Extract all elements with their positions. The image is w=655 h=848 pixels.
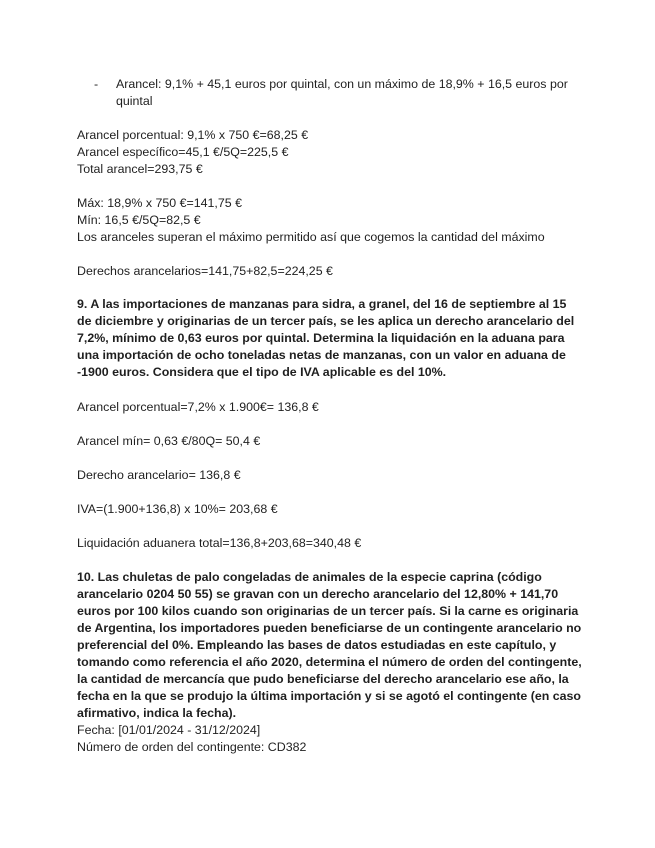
calc-maximo: Máx: 18,9% x 750 €=141,75 €: [77, 196, 242, 210]
calc-derechos-arancelarios: Derechos arancelarios=141,75+82,5=224,25 €: [77, 264, 333, 278]
calc-note: Los aranceles superan el máximo permitido así que cogemos la cantidad del máximo: [77, 230, 545, 244]
q9-liquidacion-total: Liquidación aduanera total=136,8+203,68=340,48 €: [77, 536, 362, 550]
bullet-dash: -: [94, 77, 99, 91]
bullet-text-arancel: Arancel: 9,1% + 45,1 euros por quintal, con un máximo de 18,9% + 16,5 euros por quintal: [116, 77, 568, 108]
question-10-statement: 10. Las chuletas de palo congeladas de animales de la especie caprina (código arancelario 0204 50 55) se gravan con un derecho arancelario del 12,80% + 141,70 euros por 100 kilos cuando son originarias de un tercer país. Si la carne es originaria de Argentina, los importadores pueden beneficiarse de un contingente arancelario no preferencial del 0%. Empleando las bases de datos estudiadas en este capítulo, y tomando como referencia el año 2020, determina el número de orden del contingente, la cantidad de mercancía que pudo beneficiarse del derecho arancelario ese año, la fecha en la que se produjo la última importación y si se agotó el contingente (en caso afirmativo, indica la fecha).: [77, 570, 582, 720]
q9-iva: IVA=(1.900+136,8) x 10%= 203,68 €: [77, 502, 278, 516]
q9-derecho-arancelario: Derecho arancelario= 136,8 €: [77, 468, 241, 482]
calc-minimo: Mín: 16,5 €/5Q=82,5 €: [77, 213, 201, 227]
q10-numero-orden: Número de orden del contingente: CD382: [77, 740, 307, 754]
q9-arancel-minimo: Arancel mín= 0,63 €/80Q= 50,4 €: [77, 434, 261, 448]
calc-arancel-especifico: Arancel específico=45,1 €/5Q=225,5 €: [77, 145, 289, 159]
q10-fecha: Fecha: [01/01/2024 - 31/12/2024]: [77, 723, 261, 737]
question-9-statement: 9. A las importaciones de manzanas para sidra, a granel, del 16 de septiembre al 15 de diciembre y originarias de un tercer país, se les aplica un derecho arancelario del 7,2%, mínimo de 0,63 euros por quintal. Determina la liquidación en la aduana para una importación de ocho toneladas netas de manzanas, con un valor en aduana de -1900 euros. Considera que el tipo de IVA aplicable es del 10%.: [77, 297, 575, 379]
calc-total-arancel: Total arancel=293,75 €: [77, 162, 203, 176]
calc-arancel-porcentual: Arancel porcentual: 9,1% x 750 €=68,25 €: [77, 128, 309, 142]
q9-arancel-porcentual: Arancel porcentual=7,2% x 1.900€= 136,8 €: [77, 400, 319, 414]
